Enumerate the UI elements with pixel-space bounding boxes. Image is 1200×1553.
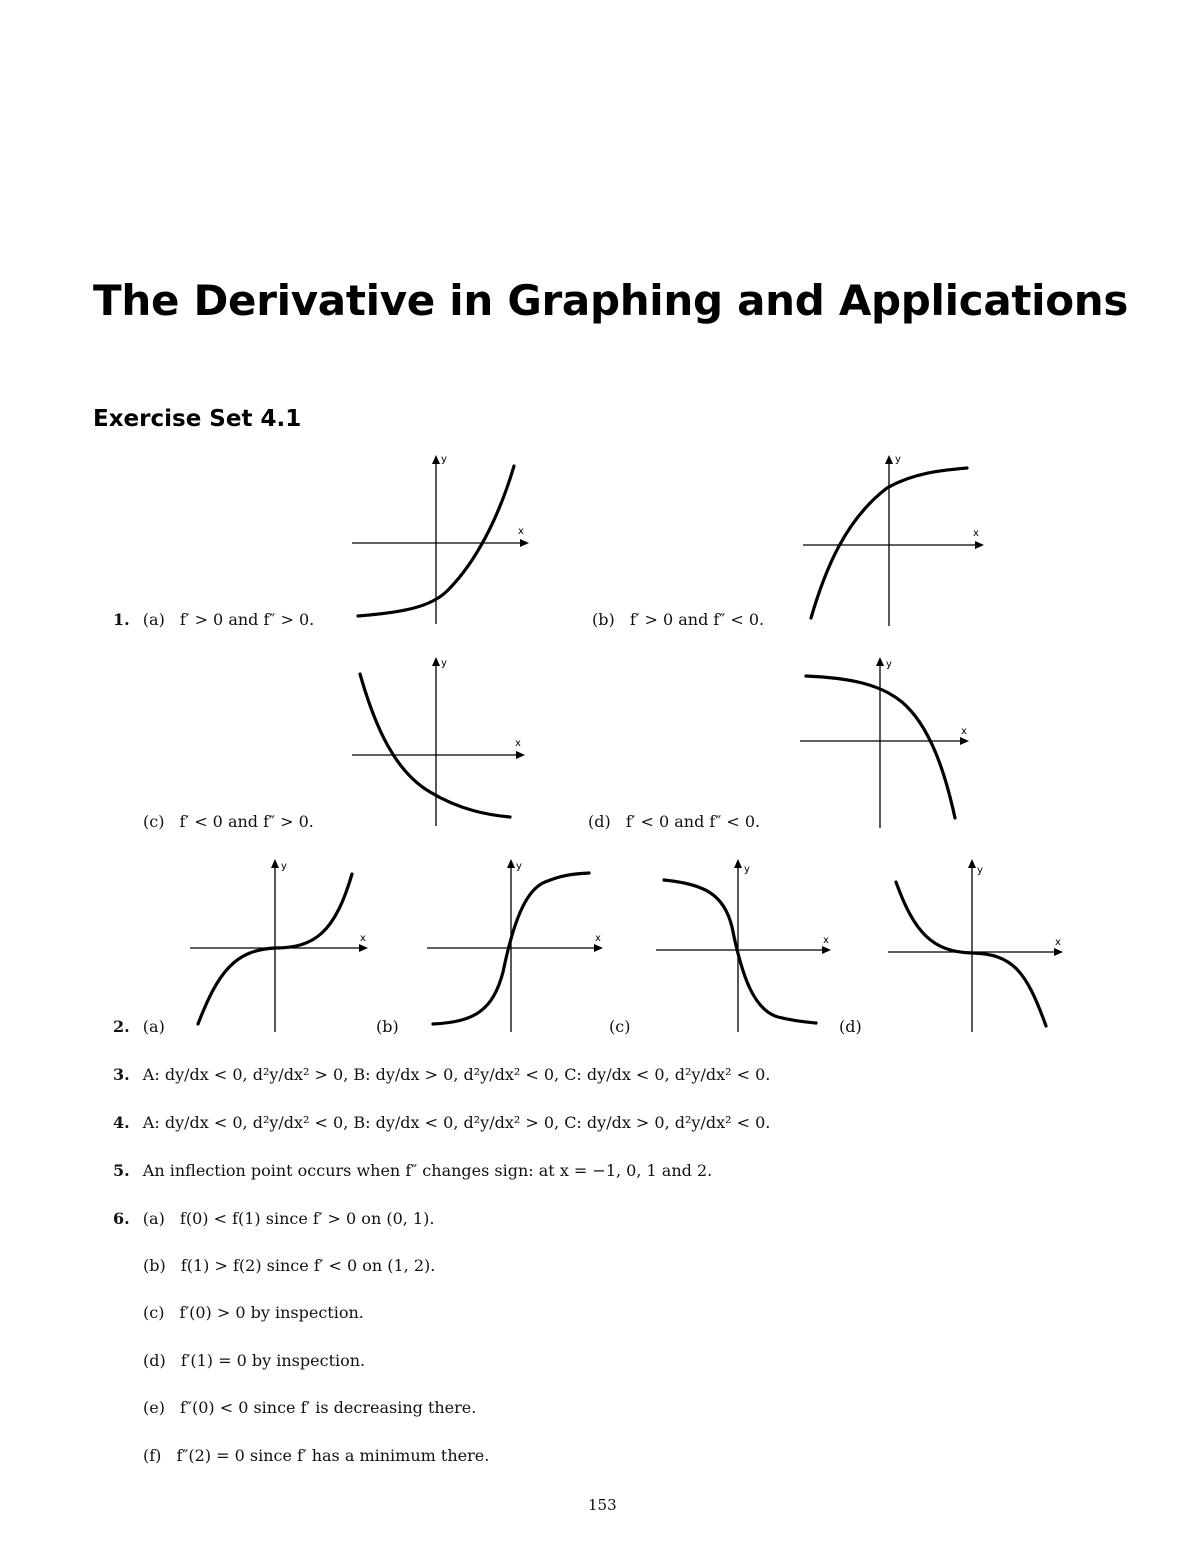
part-label: (d) xyxy=(588,812,611,831)
problem-4 xyxy=(113,1113,770,1133)
problem-6a xyxy=(113,1209,434,1229)
problem-6b xyxy=(143,1256,435,1276)
part-label: (b) xyxy=(376,1017,399,1036)
y-axis-label: y xyxy=(441,658,447,669)
part-label: (e) xyxy=(143,1398,165,1417)
part-text: f(0) < f(1) since f′ > 0 on (0, 1). xyxy=(179,1209,435,1228)
y-axis-label: y xyxy=(886,659,892,670)
problem-5 xyxy=(113,1161,712,1181)
problem-2c xyxy=(609,1017,630,1037)
problem-1b xyxy=(592,610,764,630)
part-text: f′(0) > 0 by inspection. xyxy=(179,1303,364,1322)
page-title: The Derivative in Graphing and Applications xyxy=(93,276,1129,325)
part-label: (c) xyxy=(143,812,165,831)
problem-6e xyxy=(143,1398,476,1418)
problem-text: A: dy/dx < 0, d²y/dx² > 0, B: dy/dx > 0, d²y/dx² < 0, C: dy/dx < 0, d²y/dx² < 0. xyxy=(142,1065,771,1084)
problem-2d xyxy=(839,1017,862,1037)
part-label: (c) xyxy=(609,1017,631,1036)
graph-2c xyxy=(648,852,848,1037)
section-heading: Exercise Set 4.1 xyxy=(93,406,302,432)
part-label: (d) xyxy=(143,1351,166,1370)
graph-2a xyxy=(180,852,380,1037)
x-axis-label: x xyxy=(518,526,524,537)
problem-text: A: dy/dx < 0, d²y/dx² < 0, B: dy/dx < 0, d²y/dx² > 0, C: dy/dx > 0, d²y/dx² < 0. xyxy=(142,1113,771,1132)
problem-number: 6. xyxy=(113,1209,130,1228)
x-axis-label: x xyxy=(1055,937,1061,948)
problem-1c xyxy=(143,812,314,832)
y-axis-label: y xyxy=(977,865,983,876)
x-axis-label: x xyxy=(595,933,601,944)
graph-1b xyxy=(795,450,995,630)
part-label: (d) xyxy=(839,1017,862,1036)
problem-number: 2. xyxy=(113,1017,130,1036)
x-axis-label: x xyxy=(823,935,829,946)
page-number: 153 xyxy=(588,1496,617,1514)
problem-2a xyxy=(113,1017,165,1037)
problem-1a xyxy=(113,610,314,630)
problem-number: 1. xyxy=(113,610,130,629)
problem-1d xyxy=(588,812,760,832)
graph-1a xyxy=(340,450,540,630)
part-text: f′ < 0 and f″ > 0. xyxy=(179,812,314,831)
problem-2b xyxy=(376,1017,399,1037)
part-label: (a) xyxy=(142,610,165,629)
y-axis-label: y xyxy=(895,454,901,465)
part-label: (a) xyxy=(142,1017,165,1036)
part-text: f(1) > f(2) since f′ < 0 on (1, 2). xyxy=(180,1256,436,1275)
part-text: f′ > 0 and f″ < 0. xyxy=(629,610,765,629)
problem-6c xyxy=(143,1303,364,1323)
part-label: (a) xyxy=(142,1209,165,1228)
y-axis-label: y xyxy=(516,861,522,872)
problem-number: 5. xyxy=(113,1161,130,1180)
x-axis-label: x xyxy=(360,933,366,944)
part-text: f′ > 0 and f″ > 0. xyxy=(179,610,315,629)
x-axis-label: x xyxy=(961,726,967,737)
part-text: f′(1) = 0 by inspection. xyxy=(180,1351,366,1370)
problem-number: 4. xyxy=(113,1113,130,1132)
problem-6d xyxy=(143,1351,365,1371)
x-axis-label: x xyxy=(973,528,979,539)
graph-2b xyxy=(415,852,615,1037)
y-axis-label: y xyxy=(441,454,447,465)
part-label: (b) xyxy=(592,610,615,629)
problem-3 xyxy=(113,1065,770,1085)
y-axis-label: y xyxy=(281,861,287,872)
x-axis-label: x xyxy=(515,738,521,749)
problem-number: 3. xyxy=(113,1065,130,1084)
y-axis-label: y xyxy=(744,864,750,875)
graph-1c xyxy=(340,652,540,832)
part-text: f″(2) = 0 since f′ has a minimum there. xyxy=(176,1446,490,1465)
part-label: (c) xyxy=(143,1303,165,1322)
graph-2d xyxy=(880,852,1080,1037)
part-label: (b) xyxy=(143,1256,166,1275)
part-text: f″(0) < 0 since f′ is decreasing there. xyxy=(180,1398,477,1417)
part-label: (f) xyxy=(143,1446,162,1465)
graph-1d xyxy=(790,652,990,832)
problem-text: An inflection point occurs when f″ changes sign: at x = −1, 0, 1 and 2. xyxy=(142,1161,713,1180)
problem-6f xyxy=(143,1446,489,1466)
part-text: f′ < 0 and f″ < 0. xyxy=(625,812,761,831)
